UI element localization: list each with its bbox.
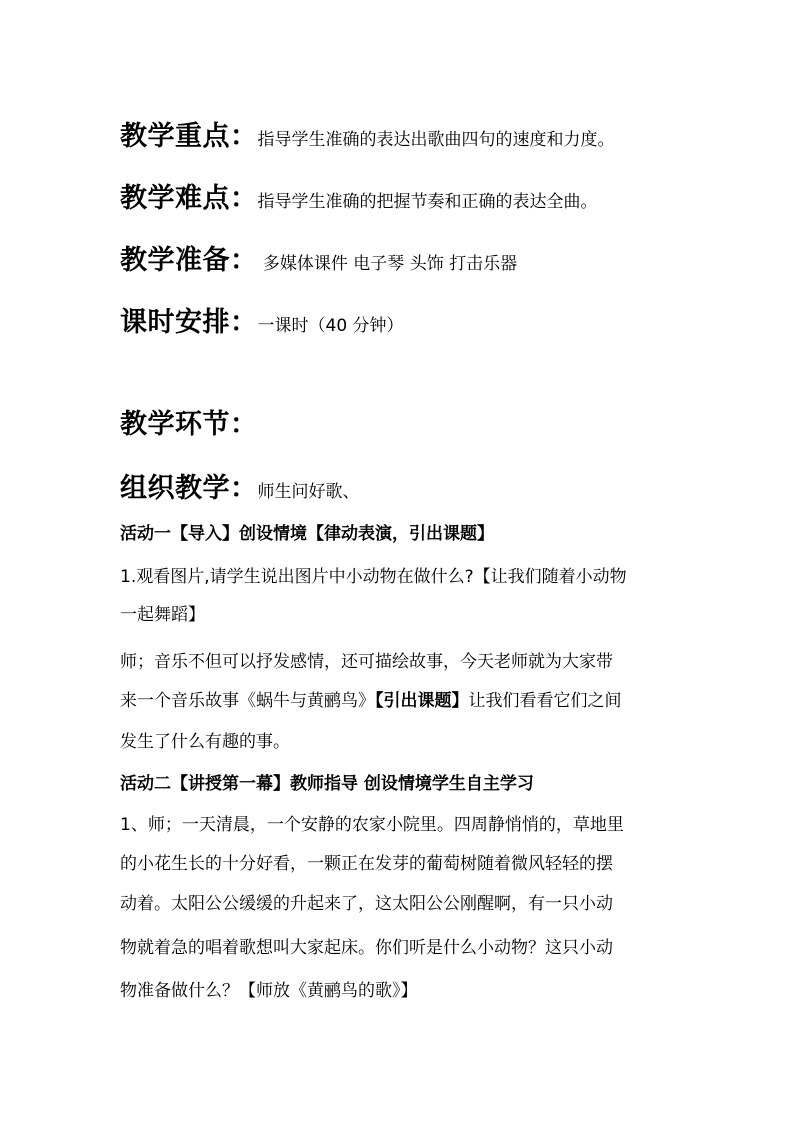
activity-one-paragraph-2-line-3: 发生了什么有趣的事。 — [120, 732, 290, 752]
teaching-focus-value: 指导学生准确的表达出歌曲四句的速度和力度。 — [257, 130, 615, 150]
teaching-difficulty-label: 教学难点： — [120, 183, 258, 214]
teaching-preparation — [120, 238, 517, 277]
activity-two-line-2: 的小花生长的十分好看，一颗正在发芽的葡萄树随着微风轻轻的摆 — [120, 854, 613, 874]
organize-teaching — [120, 466, 360, 505]
activity-one-paragraph-2-line-1: 师；音乐不但可以抒发感情，还可描绘故事，今天老师就为大家带 — [120, 652, 613, 672]
class-schedule — [120, 300, 404, 339]
teaching-difficulty-value: 指导学生准确的把握节奏和正确的表达全曲。 — [257, 192, 598, 212]
activity-one-heading: 活动一【导入】创设情境【律动表演，引出课题】 — [120, 524, 494, 544]
activity-one-paragraph-1-line-1: 1.观看图片,请学生说出图片中小动物在做什么?【让我们随着小动物 — [120, 567, 627, 587]
story-intro-text: 来一个音乐故事《蜗牛与黄鹂鸟》 — [120, 691, 375, 711]
topic-intro-tag: 【引出课题】 — [375, 691, 469, 711]
teaching-links — [120, 402, 258, 441]
activity-two-line-3: 动着。太阳公公缓缓的升起来了，这太阳公公刚醒啊，有一只小动 — [120, 894, 613, 914]
story-continue-text: 让我们看看它们之间 — [468, 691, 622, 711]
teaching-links-label: 教学环节： — [120, 409, 258, 440]
organize-teaching-label: 组织教学： — [120, 473, 258, 504]
teaching-difficulty — [120, 176, 598, 215]
organize-teaching-value: 师生问好歌、 — [257, 482, 360, 502]
teaching-focus — [120, 114, 615, 153]
class-schedule-value: 一课时（40 分钟） — [257, 316, 404, 336]
class-schedule-label: 课时安排： — [120, 307, 258, 338]
teaching-preparation-value: 多媒体课件 电子琴 头饰 打击乐器 — [257, 254, 518, 274]
activity-two-line-4: 物就着急的唱着歌想叫大家起床。你们听是什么小动物？这只小动 — [120, 938, 613, 958]
teaching-preparation-label: 教学准备： — [120, 245, 258, 276]
teaching-focus-label: 教学重点： — [120, 121, 258, 152]
activity-one-paragraph-1-line-2: 一起舞蹈】 — [120, 605, 205, 625]
activity-one-paragraph-2-line-2 — [120, 690, 622, 712]
activity-two-heading: 活动二【讲授第一幕】教师指导 创设情境学生自主学习 — [120, 774, 534, 794]
activity-two-line-5: 物准备做什么？【师放《黄鹂鸟的歌》】 — [120, 981, 418, 1001]
activity-two-line-1: 1、师；一天清晨，一个安静的农家小院里。四周静悄悄的，草地里 — [120, 815, 624, 835]
